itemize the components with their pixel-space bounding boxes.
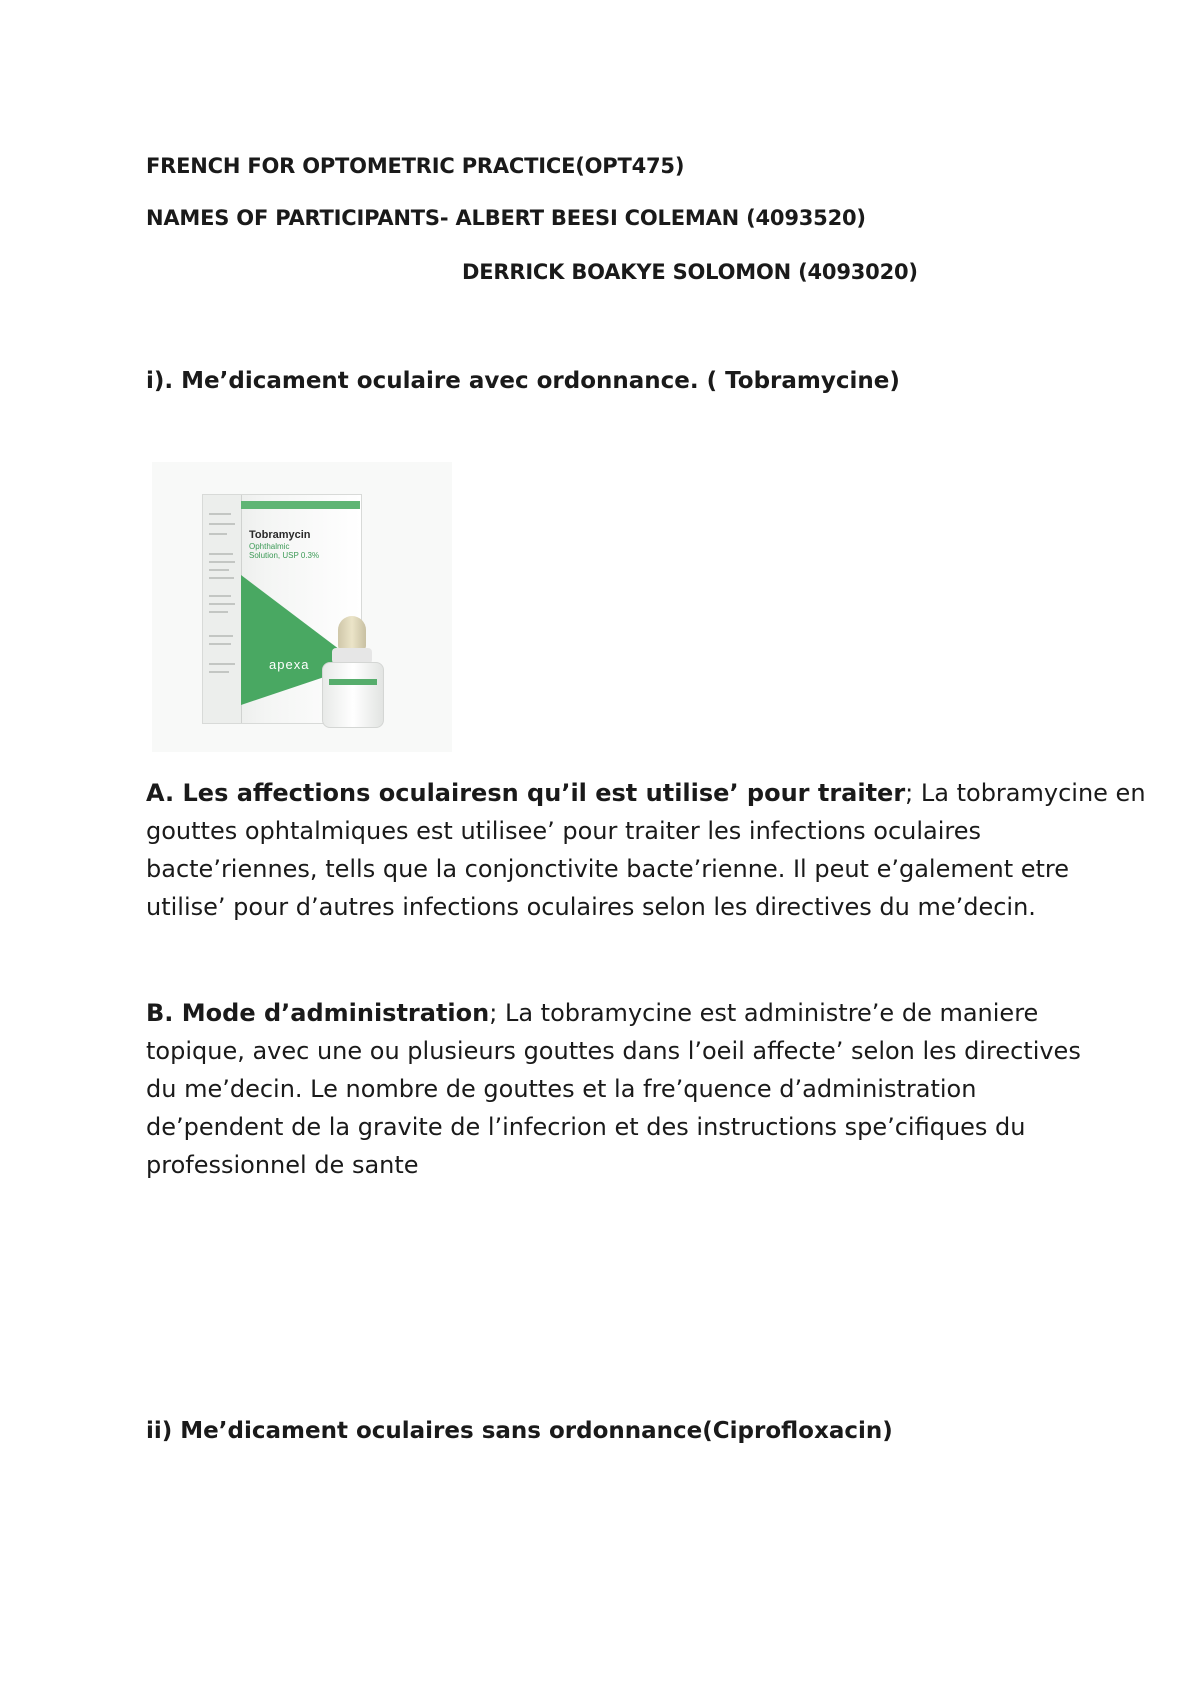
part-a-text: ; La tobramycine en [905,779,1146,807]
section-2-heading: ii) Me’dicament oculaires sans ordonnance(Ciprofloxacin) [146,1418,893,1444]
part-a-line-3: bacte’riennes, tells que la conjonctivite bacte’rienne. Il peut e’galement etre [146,855,1070,883]
part-b-heading: Mode d’administration [181,999,490,1027]
part-b-text: ; La tobramycine est administre’e de maniere [489,999,1039,1027]
part-a-line-4: utilise’ pour d’autres infections oculaires selon les directives du me’decin. [146,893,1036,921]
participants-line: NAMES OF PARTICIPANTS- ALBERT BEESI COLEMAN (4093520) [146,206,866,230]
bottle-label [329,679,377,685]
part-b-line-1 [146,994,1081,1032]
section-1-heading: i). Me’dicament oculaire avec ordonnance. ( Tobramycine) [146,368,900,394]
box-subtitle: Ophthalmic Solution, USP 0.3% [249,542,320,560]
part-a-line-1 [146,774,1146,812]
course-title: FRENCH FOR OPTOMETRIC PRACTICE(OPT475) [146,154,685,178]
part-b-line-4: de’pendent de la gravite de l’infecrion et des instructions spe’cifiques du [146,1113,1026,1141]
bottle-body [322,662,384,728]
part-b-paragraph [146,994,1081,1184]
part-a-label: A. [146,779,183,807]
dropper-bottle [320,616,384,726]
tobramycin-product-image [152,462,452,752]
part-b-line-5: professionnel de sante [146,1151,419,1179]
box-green-stripe [241,501,360,509]
part-b-line-2: topique, avec une ou plusieurs gouttes dans l’oeil affecte’ selon les directives [146,1037,1081,1065]
brand-logo: apexa [269,657,310,672]
part-b-label: B. [146,999,182,1027]
part-a-line-2: gouttes ophtalmiques est utilisee’ pour traiter les infections oculaires [146,817,982,845]
part-b-line-3: du me’decin. Le nombre de gouttes et la fre’quence d’administration [146,1075,977,1103]
part-a-heading: Les affections oculairesn qu’il est utilise’ pour traiter [182,779,906,807]
box-side-panel [203,495,242,723]
part-a-paragraph [146,774,1146,926]
participant-2: DERRICK BOAKYE SOLOMON (4093020) [462,260,918,284]
bottle-cap [338,616,366,650]
box-title: Tobramycin [249,529,311,541]
